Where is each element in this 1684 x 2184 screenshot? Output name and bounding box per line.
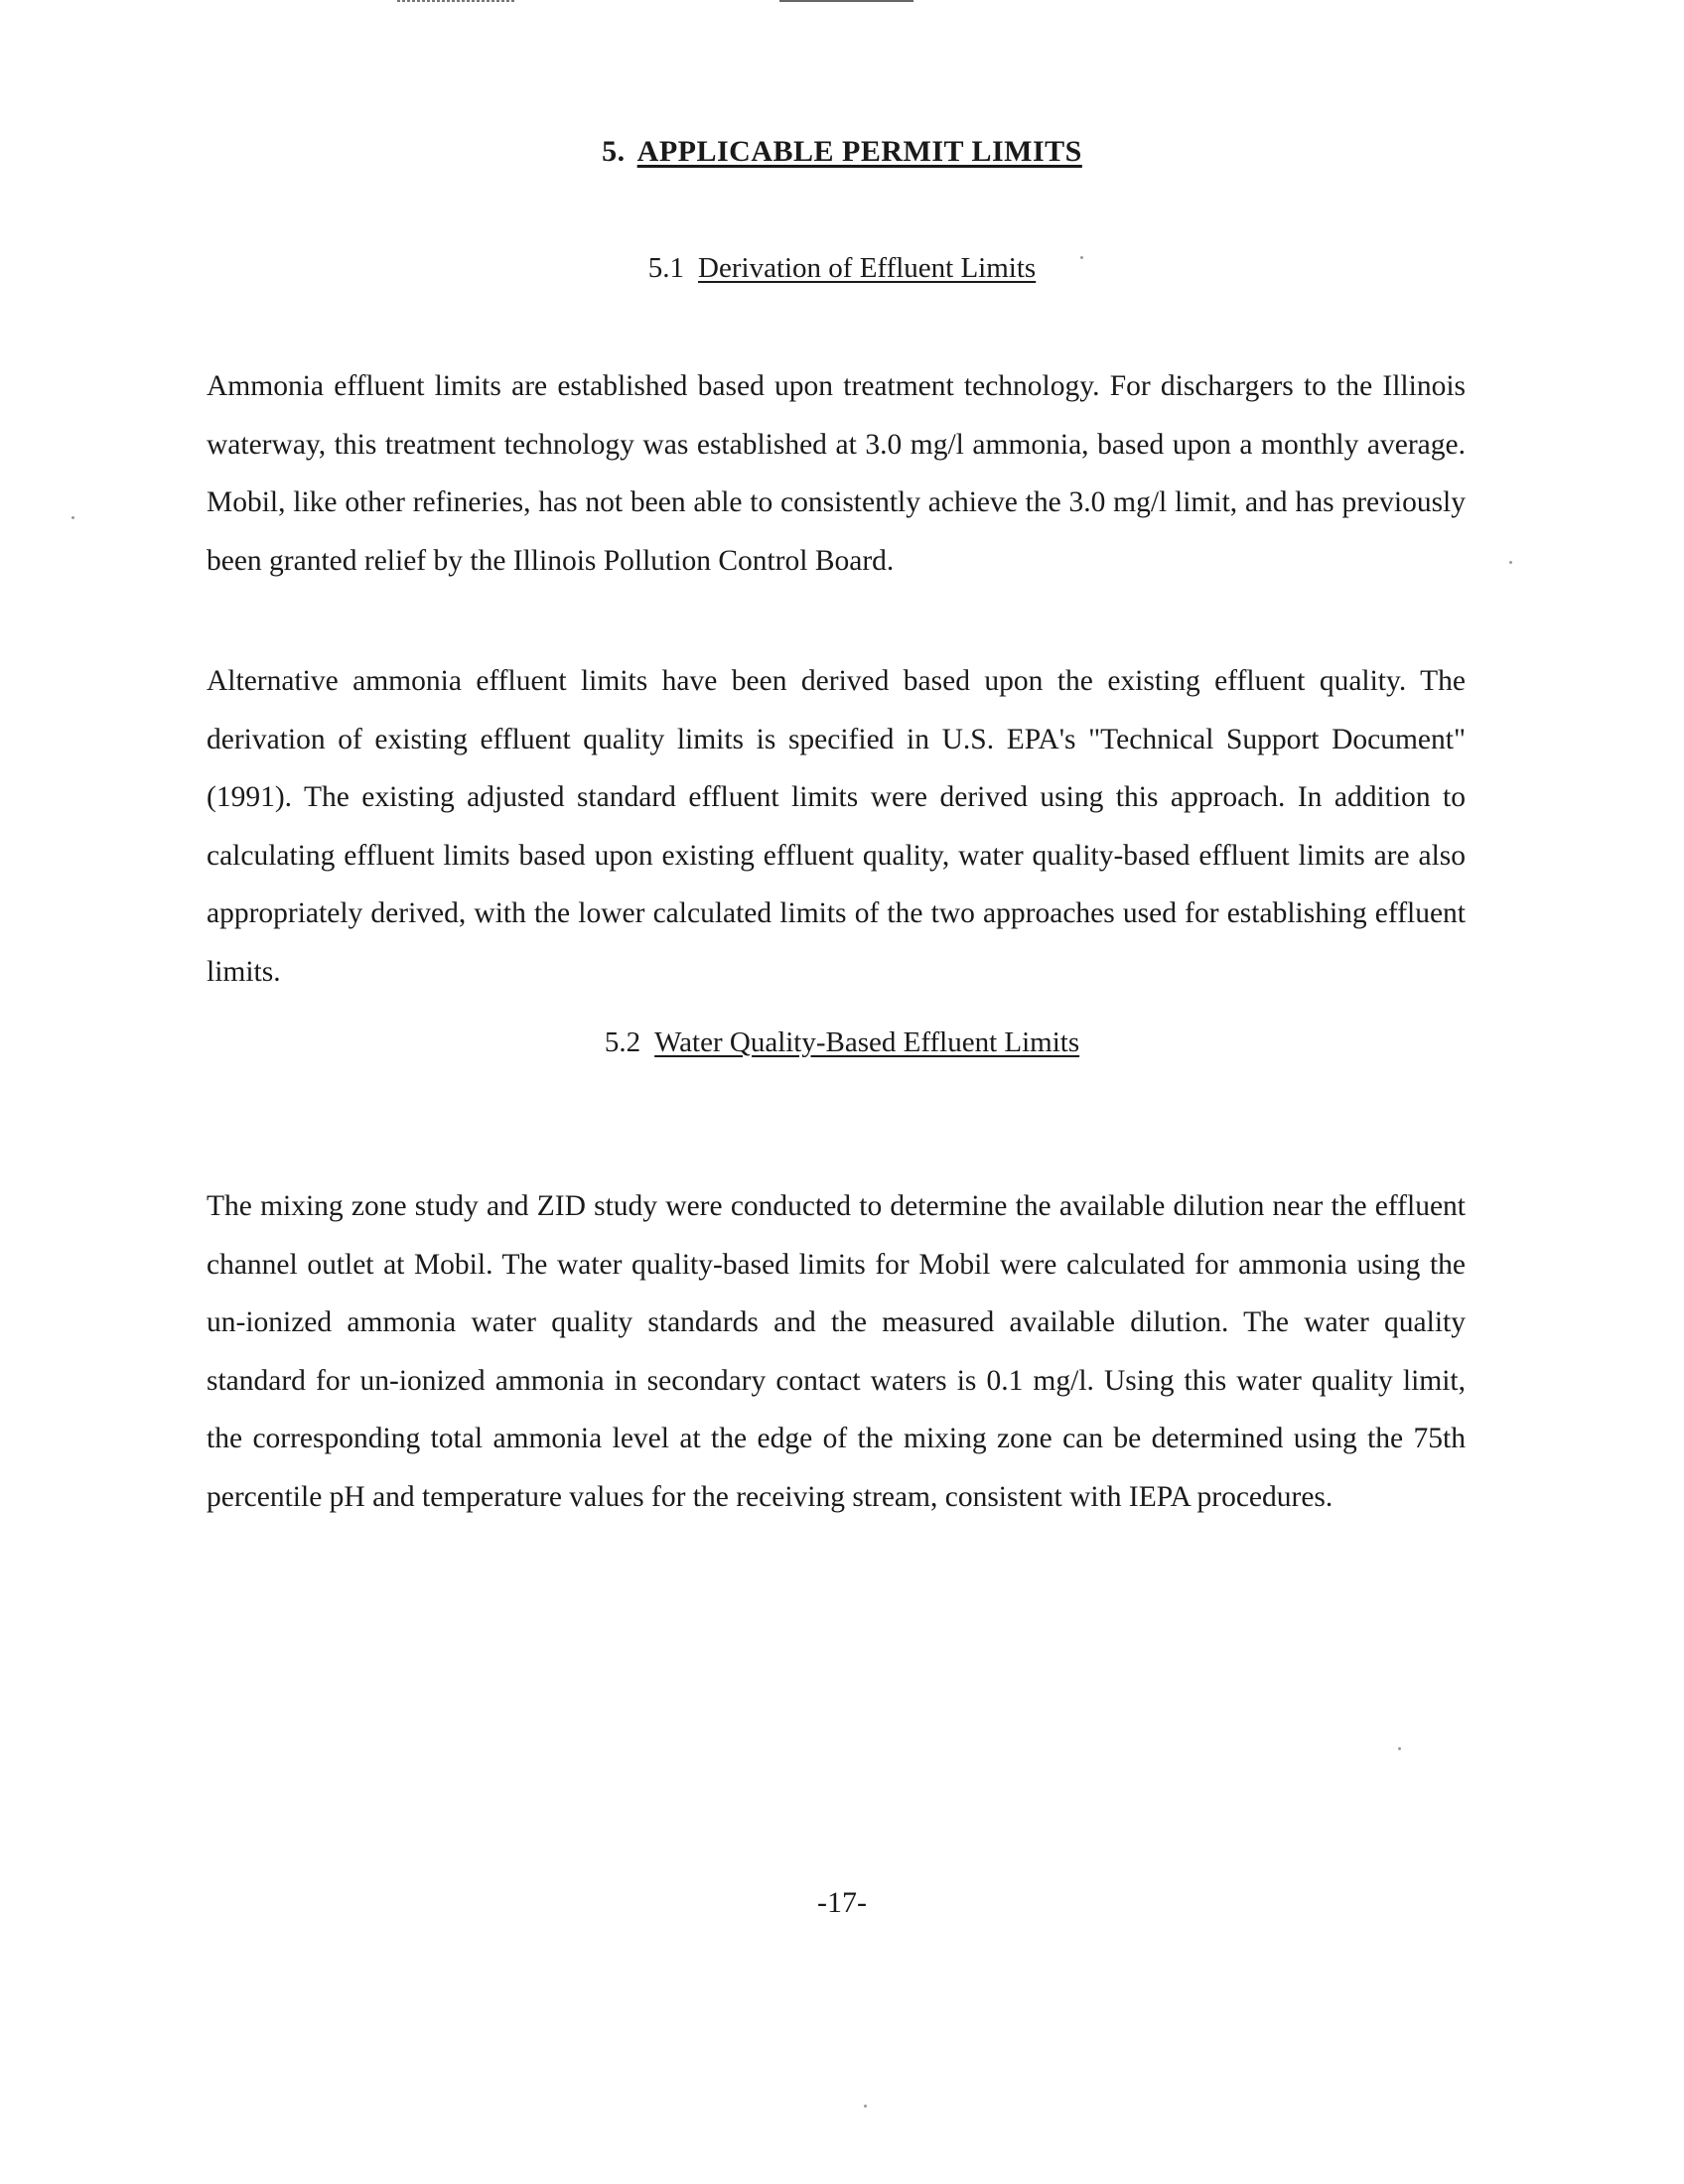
subsection-heading (0, 1026, 1684, 1059)
subsection-title: Derivation of Effluent Limits (698, 252, 1037, 284)
scan-artifact-mark (779, 0, 913, 2)
subsection-heading (0, 252, 1684, 285)
scan-speck (1080, 256, 1083, 259)
scan-artifact-mark (397, 0, 516, 2)
subsection-title: Water Quality-Based Effluent Limits (654, 1026, 1080, 1058)
subsection-number: 5.1 (647, 252, 685, 284)
scan-speck (71, 516, 74, 519)
section-number: 5. (602, 135, 626, 168)
scan-speck (864, 2105, 867, 2108)
section-title: APPLICABLE PERMIT LIMITS (636, 135, 1082, 168)
page-number: -17- (817, 1886, 867, 1919)
body-paragraph: Ammonia effluent limits are established based upon treatment technology. For dischargers to the Illinois waterway, this treatment technology was established at 3.0 mg/l ammonia, based upon a monthly average. Mobil, like other refineries, has not been able to consistently achieve the 3.0 mg/l limit, and has previously been granted relief by the Illinois Pollution Control Board. (207, 370, 1466, 577)
scan-speck (1398, 1747, 1401, 1750)
body-paragraph: Alternative ammonia effluent limits have been derived based upon the existing effluent quality. The derivation of existing effluent quality limits is specified in U.S. EPA's "Technical Support Document" (1991). The existing adjusted standard effluent limits were derived using this approach. In addition to calculating effluent limits based upon existing effluent quality, water quality-based effluent limits are also appropriately derived, with the lower calculated limits of the two approaches used for establishing effluent limits. (207, 665, 1466, 988)
subsection-number: 5.2 (604, 1026, 641, 1058)
scan-speck (1509, 561, 1512, 564)
body-paragraph: The mixing zone study and ZID study were conducted to determine the available dilution near the effluent channel outlet at Mobil. The water quality-based limits for Mobil were calculated for ammonia using the un-ionized ammonia water quality standards and the measured available dilution. The water quality standard for un-ionized ammonia in secondary contact waters is 0.1 mg/l. Using this water quality limit, the corresponding total ammonia level at the edge of the mixing zone can be determined using the 75th percentile pH and temperature values for the receiving stream, consistent with IEPA procedures. (207, 1190, 1466, 1513)
section-heading (0, 135, 1684, 169)
